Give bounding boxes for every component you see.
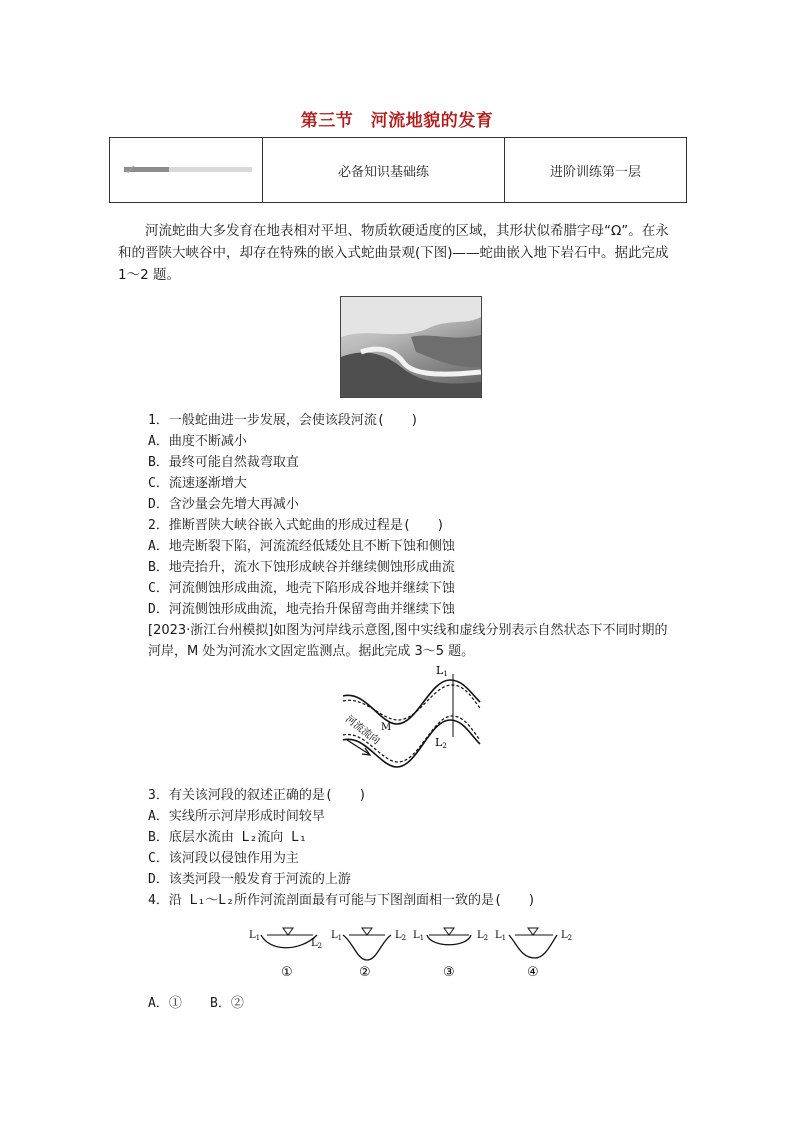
flow-direction-label: 河流流向 [343, 713, 382, 747]
water-level-icon [283, 928, 293, 935]
q2-option-b: B．地壳抬升，流水下蚀形成峡谷并继续侧蚀形成曲流 [148, 560, 455, 575]
river-profiles-figure [245, 922, 585, 982]
q3-option-c: C．该河段以侵蚀作用为主 [148, 851, 299, 866]
canyon-photo-image [341, 297, 481, 397]
profile-2 [331, 928, 406, 980]
q1-option-d: D．含沙量会先增大再减小 [148, 497, 299, 512]
page-title: 第三节 河流地貌的发育 [300, 111, 494, 131]
water-level-icon [362, 928, 372, 935]
svg-text:②: ② [359, 965, 371, 980]
svg-text:①: ① [281, 965, 293, 980]
header-logo-cell [110, 138, 263, 202]
q4-option-a: A．① [148, 996, 182, 1011]
q1-option-a: A．曲度不断减小 [148, 434, 247, 449]
q2-option-c: C．河流侧蚀形成曲流，地壳下陷形成谷地并继续下蚀 [148, 581, 455, 596]
label-l1: L1 [436, 664, 448, 678]
section-header-table [109, 137, 687, 203]
q4-stem: 4．沿 L₁～L₂所作河流剖面最有可能与下图剖面相一致的是( ) [148, 893, 536, 908]
passage-2: [2023·浙江台州模拟]如图为河岸线示意图,图中实线和虚线分别表示自然状态下不同时期的河岸，M 处为河流水文固定监测点。据此完成 3～5 题。 [148, 623, 668, 659]
q1-stem: 1．一般蛇曲进一步发展，会使该段河流( ) [148, 413, 419, 428]
q3-option-b: B．底层水流由 L₂流向 L₁ [148, 830, 307, 845]
water-level-icon [444, 928, 454, 935]
svg-text:L2: $L_2$ [477, 930, 489, 942]
header-col3: 进阶训练第一层 [549, 164, 641, 180]
q2-option-a: A．地壳断裂下陷，河流流经低矮处且不断下蚀和侧蚀 [148, 539, 455, 554]
q3-option-a: A．实线所示河岸形成时间较早 [148, 809, 325, 824]
q4-option-b: B．② [210, 996, 244, 1011]
canyon-photo [340, 296, 482, 398]
q3-option-d: D．该类河段一般发育于河流的上游 [148, 872, 351, 887]
svg-text:L1: $L_1$ [331, 930, 343, 942]
header-col2: 必备知识基础练 [263, 138, 505, 202]
upper-bank-dashed [343, 685, 480, 720]
intro-passage: 河流蛇曲大多发育在地表相对平坦、物质软硬适度的区域，其形状似希腊字母“Ω”。在永和的晋陕大峡谷中，却存在特殊的嵌入式蛇曲景观(下图)——蛇曲嵌入地下岩石中。据此完成 1～2 题。 [118, 223, 669, 283]
profile-3 [413, 928, 488, 980]
river-bank-diagram [335, 662, 485, 774]
profile-4 [495, 928, 572, 980]
svg-text:L2: $L_2$ [311, 938, 323, 950]
svg-text:L1: $L_1$ [413, 930, 425, 942]
progress-logo-icon [116, 160, 256, 180]
svg-text:L2: $L_2$ [561, 930, 573, 942]
q2-stem: 2．推断晋陕大峡谷嵌入式蛇曲的形成过程是( ) [148, 518, 445, 533]
q1-option-b: B．最终可能自然裁弯取直 [148, 455, 299, 470]
label-m: M [381, 722, 392, 733]
svg-text:L1: $L_1$ [249, 930, 261, 942]
upper-bank-solid [343, 680, 480, 724]
label-l2: L2 [435, 736, 447, 750]
svg-text:L2: $L_2$ [395, 930, 407, 942]
q2-option-d: D．河流侧蚀形成曲流，地壳抬升保留弯曲并继续下蚀 [148, 602, 455, 617]
svg-text:③: ③ [443, 965, 455, 980]
svg-text:L1: $L_1$ [495, 930, 507, 942]
water-level-icon [528, 928, 538, 935]
q3-stem: 3．有关该河段的叙述正确的是( ) [148, 788, 367, 803]
profile-1 [249, 928, 322, 980]
q1-option-c: C．流速逐渐增大 [148, 476, 247, 491]
svg-text:④: ④ [527, 965, 539, 980]
